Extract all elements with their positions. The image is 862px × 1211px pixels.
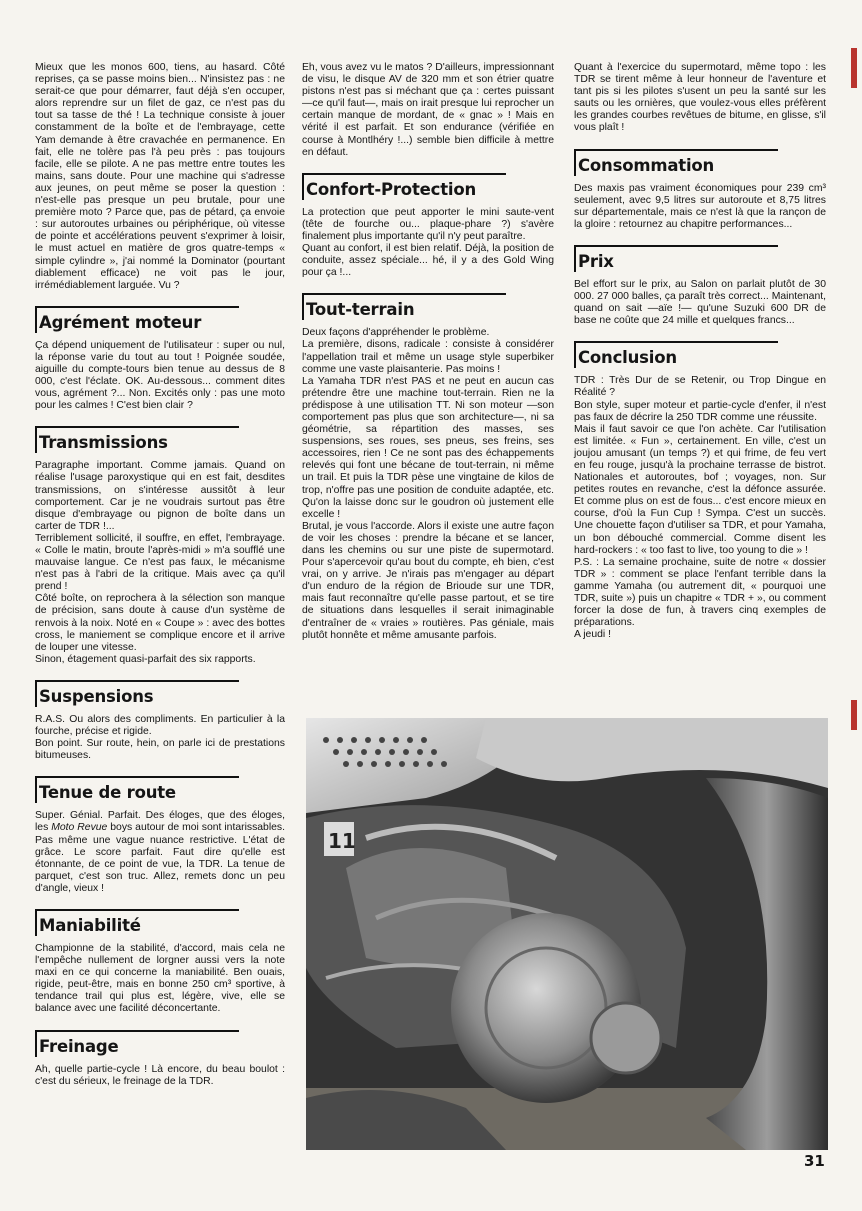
paragraph: La protection que peut apporter le mini saute-vent (tête de fourche ou... plaque-phare ?) s'avère finalement plus importante qu'il n'y peut paraître. xyxy=(302,206,554,242)
section-maniabilite xyxy=(35,909,285,1016)
section-confort-protection xyxy=(302,173,554,280)
section-heading: Transmissions xyxy=(35,426,239,453)
paragraph: Quant à l'exercice du supermotard, même topo : les TDR se tirent même à leur honneur de l'aventure et tant pis si les pilotes s'usent un peu la santé sur les sauts ou les ornières, que voulez-vous elles préfèrent les grandes courbes revêtues de bitume, en glisse, s'il vous plaît ! xyxy=(574,62,826,134)
paragraph xyxy=(35,810,285,895)
paragraph: Ça dépend uniquement de l'utilisateur : super ou nul, la réponse varie du tout au tout ! Poignée soudée, aiguille du compte-tours bien tenue au dessus de 8 000, c'est l'éclate. OK. Au-dessous... comment dites vous, agrément ?... Non. Excités only : pas une moto pour les calmes ! C'est bien clair ? xyxy=(35,339,285,412)
paragraph: R.A.S. Ou alors des compliments. En particulier à la fourche, précise et rigide. xyxy=(35,713,285,738)
paragraph: Championne de la stabilité, d'accord, mais cela ne l'empêche nullement de lorgner aussi vers la note maxi en ce qui concerne la maniabilité. Ben ouais, rigide, peut-être, mais en bonne 250 cm³ sportive, à tendance trail qui plus est, légère, vive, elle se balance avec une facilité déconcertante. xyxy=(35,942,285,1015)
paragraph: A jeudi ! xyxy=(574,629,611,641)
column-1 xyxy=(35,62,285,1088)
paragraph: Bel effort sur le prix, au Salon on parlait plutôt de 30 000. 27 000 balles, ça paraît très correct... Maintenant, quand on sait —aïe !— qu'une Suzuki 600 DR de base ne coûte que 24 mille et quelques francs... xyxy=(574,278,826,327)
section-heading: Tenue de route xyxy=(35,776,239,803)
section-tenue-de-route xyxy=(35,776,285,895)
paragraph: Eh, vous avez vu le matos ? D'ailleurs, impressionnant de visu, le disque AV de 320 mm et son étrier quatre pistons n'est pas si méchant que ça : certes puissant —ce qu'il faut—, mais on irait presque lui reprocher un certain manque de mordant, de « gnac » ! Mais en vérité il est parfait. Et son endurance (vérifiée en course à Montlhéry !...) semble bien difficile à mettre en défaut. xyxy=(302,62,554,158)
section-suspensions xyxy=(35,680,285,762)
text-run: boys autour de moi sont intarissables. Pas même une vague nuance restrictive. L'état de grâce. Le score parfait. Faut dire qu'elle est étonnante, de ce point de vue, la TDR. La tenue de parquet, c'est son truc. Allez, remets donc un peu d'angle, vieux ! xyxy=(35,822,286,894)
paragraph: Ah, quelle partie-cycle ! Là encore, du beau boulot : c'est du sérieux, le freinage de la TDR. xyxy=(35,1063,285,1087)
panel-number: 11 xyxy=(328,829,356,853)
column-2 xyxy=(302,62,554,642)
page-number: 31 xyxy=(804,1152,825,1170)
section-heading: Tout-terrain xyxy=(302,293,506,320)
section-heading: Prix xyxy=(574,245,778,272)
engine-photo xyxy=(306,718,828,1150)
paragraph: Terriblement sollicité, il souffre, en effet, l'embrayage. « Colle le matin, broute l'après-midi » m'a soufflé une mauvaise langue. Ce n'est pas faux, le mécanisme n'est pas à l'abri de la critique. Mais avec ça qu'il prend ! xyxy=(35,532,285,593)
section-heading: Maniabilité xyxy=(35,909,239,936)
paragraph: La première, disons, radicale : consiste à considérer l'appellation trail et même un usage style superbiker comme une vaste plaisanterie. Pas moins ! xyxy=(302,339,554,375)
section-conclusion xyxy=(574,341,826,641)
column-3 xyxy=(574,62,826,641)
text-run: Super. Génial. Parfait. Des éloges, que des éloges, les xyxy=(35,810,285,834)
paragraph: Bon style, super moteur et partie-cycle d'enfer, il n'est pas faux de décrire la 250 TDR comme une réussite. xyxy=(574,399,826,423)
magazine-name: Moto Revue xyxy=(51,822,108,834)
section-heading: Freinage xyxy=(35,1030,239,1057)
paragraph: TDR : Très Dur de se Retenir, ou Trop Dingue en Réalité ? xyxy=(574,375,826,399)
section-consommation xyxy=(574,149,826,231)
section-heading: Conclusion xyxy=(574,341,778,368)
engine-illustration xyxy=(306,718,828,1150)
section-prix xyxy=(574,245,826,327)
paragraph: Brutal, je vous l'accorde. Alors il existe une autre façon de voir les choses : prendre la bécane et se lancer, dans les chemins ou sur une piste de supermotard. Pour s'apercevoir qu'au bout du compte, eh bien, c'est vrai, on y arrive. Je n'irais pas m'engager au départ d'un enduro de la région de Brioude sur une TDR, mais faut reconnaître qu'elle passe partout, et se tire de situations dans lesquelles il serait inimaginable d'entraîner de « vraies » routières. Pas géniale, mais plutôt honnête et même amusante parfois. xyxy=(302,520,554,641)
section-agrement-moteur xyxy=(35,306,285,413)
edge-mark xyxy=(851,700,857,730)
paragraph: Quant au confort, il est bien relatif. Déjà, la position de conduite, assez spéciale... hé, il y a des Gold Wing pour ça !... xyxy=(302,243,554,279)
section-heading: Agrément moteur xyxy=(35,306,239,333)
paragraph: Sinon, étagement quasi-parfait des six rapports. xyxy=(35,653,256,665)
section-tout-terrain xyxy=(302,293,554,641)
paragraph: Mieux que les monos 600, tiens, au hasard. Côté reprises, ça se passe moins bien... N'insistez pas : ne serait-ce que pour démarrer, faut déjà s'en occuper, alors reprendre sur un filet de gaz, ce n'est pas du tout sa tasse de thé ! La technique consiste à jouer constamment de la boîte et de l'embrayage, cette Yam demande à être cravachée en permanence. En fait, elle ne tolère pas l'à peu près : pas toujours facile, elle se pilote. A ne pas mettre entre toutes les mains, sans doute. Pour une machine qui s'adresse aux jeunes, on peut même se poser la question : n'est-elle pas presque un peu brutale, pour une première moto ? Parce que, pas de pétard, ça envoie : sur autoroutes urbaines ou périphérique, où vitesse de pointe et accélérations peuvent s'exprimer à loisir, le must actuel en matière de gros quatre-temps « simple cylindre », j'ai nommé la Dominator (pourtant diablement efficace) ne voit pas le jour, irrémédiablement larguée. Vu ? xyxy=(35,62,285,291)
paragraph: Des maxis pas vraiment économiques pour 239 cm³ seulement, avec 9,5 litres sur autoroute et 8,75 litres sur départementale, mais ce n'est là que la rançon de la gloire : retournez au chapitre performances... xyxy=(574,182,826,230)
paragraph: P.S. : La semaine prochaine, suite de notre « dossier TDR » : comment se place l'enfant terrible dans la gamme Yamaha (ou autrement dit, « pourquoi une TDR, suite ») puis un chapitre « TDR + », ou comment forcer la dose de fun, à travers cinq exemples de préparations. xyxy=(574,556,826,629)
paragraph: Côté boîte, on reprochera à la sélection son manque de précision, sans doute à cause d'un système de renvois à la noix. Noté en « Coupe » : avec des bottes cross, le maniement se complique encore et il arrive de louper une vitesse. xyxy=(35,593,285,653)
section-heading: Confort-Protection xyxy=(302,173,506,200)
paragraph: Deux façons d'appréhender le problème. xyxy=(302,327,490,339)
paragraph: Bon point. Sur route, hein, on parle ici de prestations bitumeuses. xyxy=(35,738,285,762)
paragraph: La Yamaha TDR n'est PAS et ne peut en aucun cas prétendre être une machine tout-terrain. Rien ne la prédispose à une utilisation TT. Ni son moteur —son comportement pas plus que son architecture—, ni sa géométrie, sa répartition des masses, ses suspensions, ses roues, ses pneus, ses freins, ses accessoires, rien ! Ce ne sont pas des échappements relevés qui font une bécane de tout-terrain, ni même un trail. Et puis la TDR pèse une vingtaine de kilos de trop, n'offre pas une position de conduite adaptée, etc. Qu'on la laisse donc sur le goudron où justement elle excelle ! xyxy=(302,375,554,520)
section-transmissions xyxy=(35,426,285,666)
paragraph: Paragraphe important. Comme jamais. Quand on réalise l'usage paroxystique qui en est fait, desdites transmissions, on s'intéresse aussitôt à leur comportement. Car je ne voudrais surtout pas être disque d'embrayage ou pignon de boîte dans un carter de TDR !... xyxy=(35,460,285,532)
section-heading: Consommation xyxy=(574,149,778,176)
section-freinage xyxy=(35,1030,285,1088)
paragraph: Mais il faut savoir ce que l'on achète. Car l'utilisation est limitée. « Fun », certainement. En ville, c'est un joujou amusant (un temps ?) et qui frime, de feu vert en feu rouge, jusqu'à la prochaine terrasse de bistrot. Nationales et autoroutes, bof ; voyages, non. Sur petites routes en revanche, c'est la défonce assurée. Et comme plus on est de fous... c'est encore mieux en course, d'où la Fun Cup ! Sympa. C'est un succès. Une chouette façon d'utiliser sa TDR, et pour Yamaha, un bon débouché commercial. Comme disent les hard-rockers : « too fast to live, too young to die » ! xyxy=(574,423,826,556)
section-heading: Suspensions xyxy=(35,680,239,707)
edge-mark xyxy=(851,48,857,88)
